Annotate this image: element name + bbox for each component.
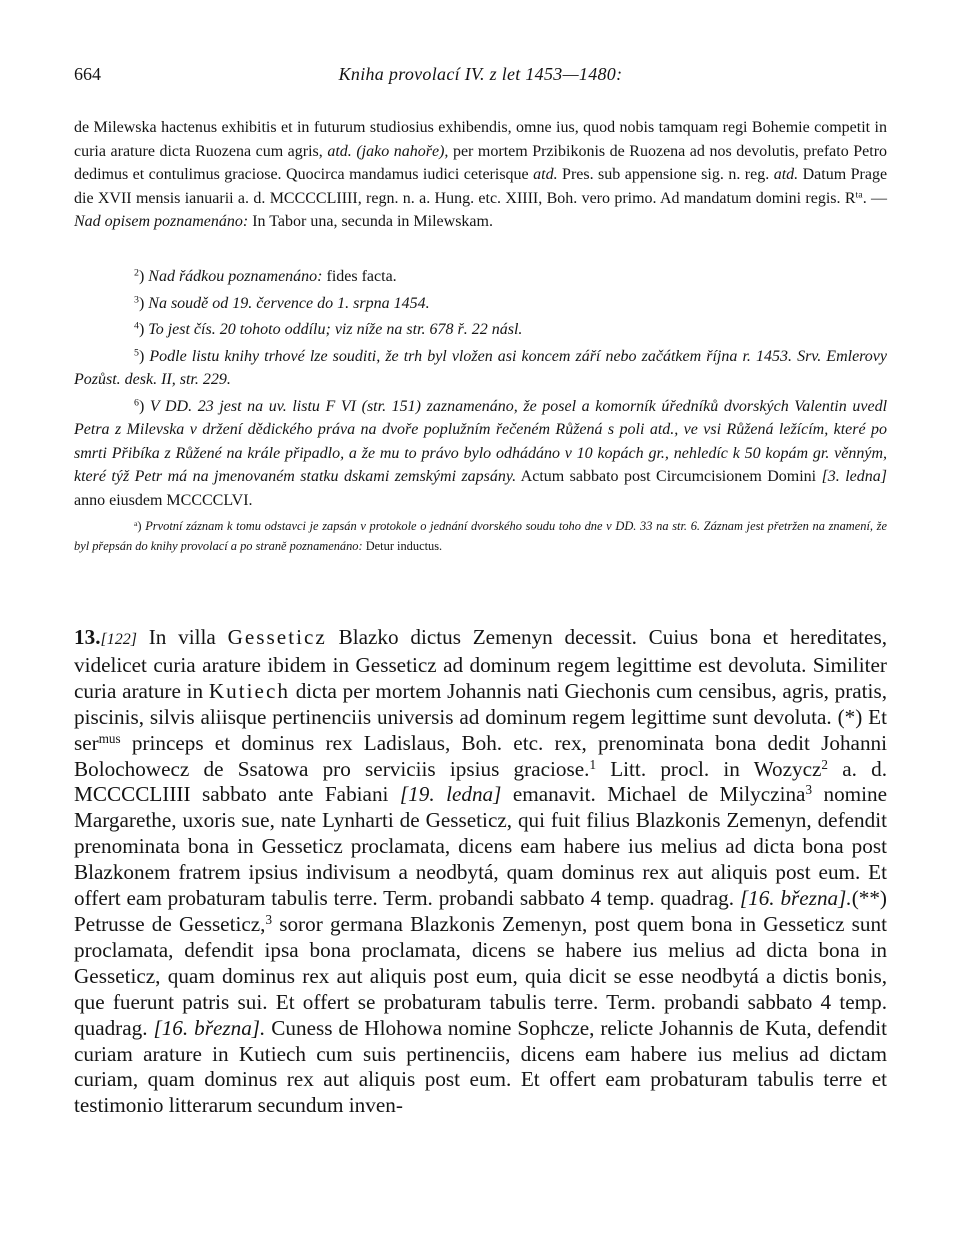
footnote-4: $^4$) To jest čís. 20 tohoto oddílu; viz níže na str. 678 ř. 22 násl.	[134, 320, 523, 338]
entry-13-text: 13.[122] In villa Gesseticz Blazko dictus Zemenyn decessit. Cuius bona et hereditates, videlicet curia arature ibidem in Gesseticz ad dominum regem legittime est devoluta. Similiter curia arature in Kutiech dicta per mortem Johannis nati Giechonis cum censibus, agris, pratis, piscinis, silvis aliisque pertinenciis universis ad dominum regem legittime sunt devoluta. (*) Et ser$^{mus}$ princeps et dominus rex Ladislaus, Boh. etc. rex, prenominata bona dedit Johanni Bolochowecz de Ssatowa pro serviciis ipsius graciose.$^1$ Litt. procl. in Wozycz$^2$ a. d. MCCCCLIIII sabbato ante Fabiani [19. ledna] emanavit. Michael de Milyczina$^3$ nomine Margarethe, uxoris sue, nate Lynharti de Gesseticz, qui fuit filius Blazkonis Zemenyn, defendit prenominata bona in Gesseticz proclamata, dicens eam habere ius melius ad dicta bona post Blazkonem fratrem ipsius indivisum a neodbytá, quam dominus rex aut aliquis post eum. Et offert eam probaturam tabulis terre. Term. probandi sabbato 4 temp. quadrag. [16. března].(**) Petrusse de Gesseticz,$^3$ soror germana Blazkonis Zemenyn, post quem bona in Gesseticz sunt proclamata, defendit ipsa bona proclamata, dicens se habere ius melius ad dicta bona in Gesseticz, quam dominus rex aut aliquis post eum, quia dicit se esse neodbytá a dictis bonis, que fuerunt patris sui. Et offert se probaturam tabulis terre. Term. probandi sabbato 4 temp. quadrag. [16. března]. Cuness de Hlohowa nomine Sophcze, relicte Johannis de Kuta, defendit curiam arature in Kutiech cum suis pertinenciis, dicens eam habere ius melius ad dictam curiam, quam dominus rex aut aliquis post eum. Et offert eam probaturam tabulis terre et testimonio litterarum secundum inven-	[74, 625, 888, 1118]
page-number: 664	[74, 64, 101, 84]
footnote-5: $^5$) Podle listu knihy trhové lze souditi, že trh byl vložen asi koncem září nebo začátkem října r. 1453. Srv. Emlerovy Pozůst. desk. II, str. 229.	[74, 347, 888, 388]
running-title: Kniha provolací IV. z let 1453—1480:	[338, 64, 623, 84]
footnote-3: $^3$) Na soudě od 19. července do 1. srpna 1454.	[134, 294, 430, 312]
entry-reference: [122]	[100, 631, 137, 648]
entry-13	[74, 625, 887, 1119]
footnote-6: $^6$) V DD. 23 jest na uv. listu F VI (str. 151) zaznamenáno, že posel a komorník úředníků dvorských Valentin uvedl Petra z Milevska v držení dědického práva na dvoře poplužním řečeném Růžená s poli atd., ve vsi Růžená ležícím, které po smrti Přibíka z Růžené na krále připadlo, a že mu to právo bylo odhádáno v 10 kopách gr., nehledíc k 50 kopám gr. věnným, které týž Petr má na jmenovaném statku dskami zemskými zapsány. Actum sabbato post Circumcisionem Domini [3. ledna] anno eiusdem MCCCCLVI.	[74, 397, 888, 509]
footnote-2: $^2$) Nad řádkou poznamenáno: fides facta.	[134, 267, 397, 285]
preceding-entry-text	[74, 116, 887, 234]
footnotes	[74, 265, 887, 556]
continued-paragraph: de Milewska hactenus exhibitis et in futurum studiosius exhibendis, omne ius, quod nobis tamquam regi Bohemie competit in curia arature dicta Ruozena cum agris, atd. (jako nahoře), per mortem Przibikonis de Ruozena ad nos devolutis, prefato Petro dedimus et contulimus graciose. Quocirca mandamus iudici ceterisque atd. Pres. sub appensione sig. n. reg. atd. Datum Prage die XVII mensis ianuarii a. d. MCCCCLIIII, regn. n. a. Hung. etc. XIIII, Boh. vero primo. Ad mandatum domini regis. $R^{ta}$. — Nad opisem poznamenáno: In Tabor una, secunda in Milewskam.	[74, 119, 888, 230]
entry-number: 13.	[74, 625, 101, 649]
footnote-a: $^a$) Prvotní záznam k tomu odstavci je zapsán v protokole o jednání dvorského soudu toho dne v DD. 33 na str. 6. Záznam jest přetržen na znamení, že byl přepsán do knihy provolací a po straně poznamenáno: Detur inductus.	[74, 518, 887, 553]
